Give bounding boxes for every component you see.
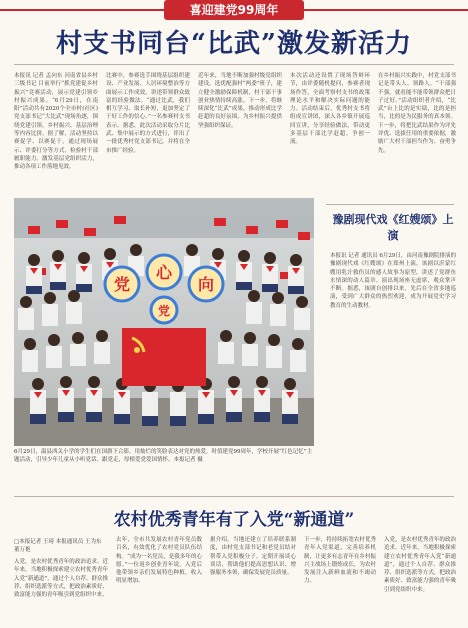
section-banner xyxy=(0,0,468,20)
article2-column-2: 去年，全市共发展农村青年党员数百名，有效优化了农村党员队伍结构。“成为一名党员，是我多年的心愿。”一位返乡创业青年说，入党后他带领乡亲们发展特色种植，收入明显增加。 xyxy=(116,537,202,585)
news-photo xyxy=(14,198,314,446)
article2-byline: □本报记者 王琦 本报通讯员 王为东 董万艳 xyxy=(14,539,102,554)
party-flag-icon xyxy=(122,328,206,386)
headline-main: 村支书同台“比武”激发新活力 xyxy=(56,29,412,59)
placard-3: 向 xyxy=(197,275,215,294)
article1-column-3: 近年来，当地不断加强村级党组织建设，选优配强村“两委”班子，建立健全激励保障机制，村干部干事创业热情持续高涨。下一步，将继续深化“比武”成果，推动形成比学赶超的良好氛围，为乡村振兴提供坚强组织保证。 xyxy=(198,73,282,129)
article2-column-3: 据介绍，当地还建立了培养联系制度，由村党支部书记和老党员结对帮带入党积极分子，定期开展谈心谈话，帮助他们提高思想认识、增强服务本领，确保发展党员质量。 xyxy=(210,537,296,577)
sidebar-text: 本报讯 记者 通讯员 6月29日，由河南豫剧院排演的豫剧现代戏《红嫂颂》在郑州上演。该剧以沂蒙红嫂用乳汁救伤员的感人故事为原型，讲述了党群鱼水情深的动人篇章。演出现场座无虚席，观众掌声不断。据悉，该剧自创排以来，先后在全省多地巡演，受到广大群众的热烈欢迎，成为开展党史学习教育的生动教材。 xyxy=(330,253,456,309)
headline-secondary: 农村优秀青年有了入党“新通道” xyxy=(113,510,355,530)
article2-column-5: 入党，是农村优秀青年的政治追求。近年来，当地积极探索建立农村优秀青年入党“新通道”，通过个人自荐、群众推荐、组织选派等方式，把政治素质好、致富能力强的青年吸引到党组织中来。 xyxy=(384,537,456,593)
sidebar-divider xyxy=(326,204,454,205)
children-with-flag-illustration xyxy=(14,198,314,446)
article1-column-2: 比赛中，参赛选手围绕基层组织建设、产业发展、人居环境整治等方面展示工作成效，讲述带领群众致富的经验做法。“通过比武，我们相互学习、取长补短，更加坚定了干好工作的信心。”一名参赛村支书表示。据悉，此次活动采取分片比武、集中展示的方式进行，评出了一批优秀村党支部书记，并将在全市推广经验。 xyxy=(106,73,190,154)
placard-2: 心 xyxy=(155,263,173,282)
article2-column-4: 下一步，将持续拓宽农村优秀青年入党渠道，完善培养机制，让更多有志青年在乡村振兴主战场上锻炼成长，为农村发展注入新鲜血液和不竭动力。 xyxy=(304,537,376,585)
divider-bottom xyxy=(14,496,454,497)
photo-caption: 6月29日，温县西关小学的学生们在国旗下合影，用灿烂的笑脸表达对党的热爱。时值建党99周年，学校开展“红色记忆”主题活动，引导少年儿童从小听党话、跟党走，厚植爱党爱国情怀。本报记者 摄 xyxy=(14,449,313,464)
article2-column-1: 入党，是农村优秀青年的政治追求。近年来，当地积极探索建立农村优秀青年入党“新通道”，通过个人自荐、群众推荐、组织选派等方式，把政治素质好、致富能力强的青年吸引到党组织中来。 xyxy=(14,559,108,599)
sidebar-title: 豫剧现代戏《红嫂颂》上演 xyxy=(332,213,454,242)
article1-column-4: 本次活动还设置了现场答辩环节，由评委随机提问，参赛者现场作答，全面考察村支书的政策理论水平和解决实际问题的能力。活动结束后，优秀村支书将组成宣讲团，深入各乡镇开展巡回宣讲，分享经验做法，带动更多基层干部比学赶超、争创一流。 xyxy=(290,73,370,146)
placard-1: 党 xyxy=(113,275,131,294)
divider-top xyxy=(14,64,454,65)
banner-label: 喜迎建党99周年 xyxy=(164,0,304,20)
placard-4: 党 xyxy=(157,304,171,318)
article1-column-5: 在乡村振兴实践中，村党支部书记是带头人、领路人。“干部强不强，就看能不能带领群众把日子过好。”活动组织者介绍，“比武”台上比的是实绩，比的是担当，比的是为民服务的真本领。下一步，将把比武结果作为评先评优、选拔任用的重要依据，激励广大村干部担当作为、奋勇争先。 xyxy=(378,73,456,154)
article1-column-1: 本报讯 记者 孟向东 河南省县乡村三级书记 目前举行“抓党建促乡村振兴”竞赛活动，展示党建引领乡村振兴成果。“6月29日，在南阳”活动共有2020个全市村(社区)党支部书记“大比武”现场角逐，围绕党建引领、乡村振兴、基层治理等内容比拼。据了解，活动坚持以赛促学、以赛促干，通过现场展示、评委打分等方式，检验村干部履职能力，激发基层党组织活力，推动各项工作落地见效。 xyxy=(14,73,98,171)
